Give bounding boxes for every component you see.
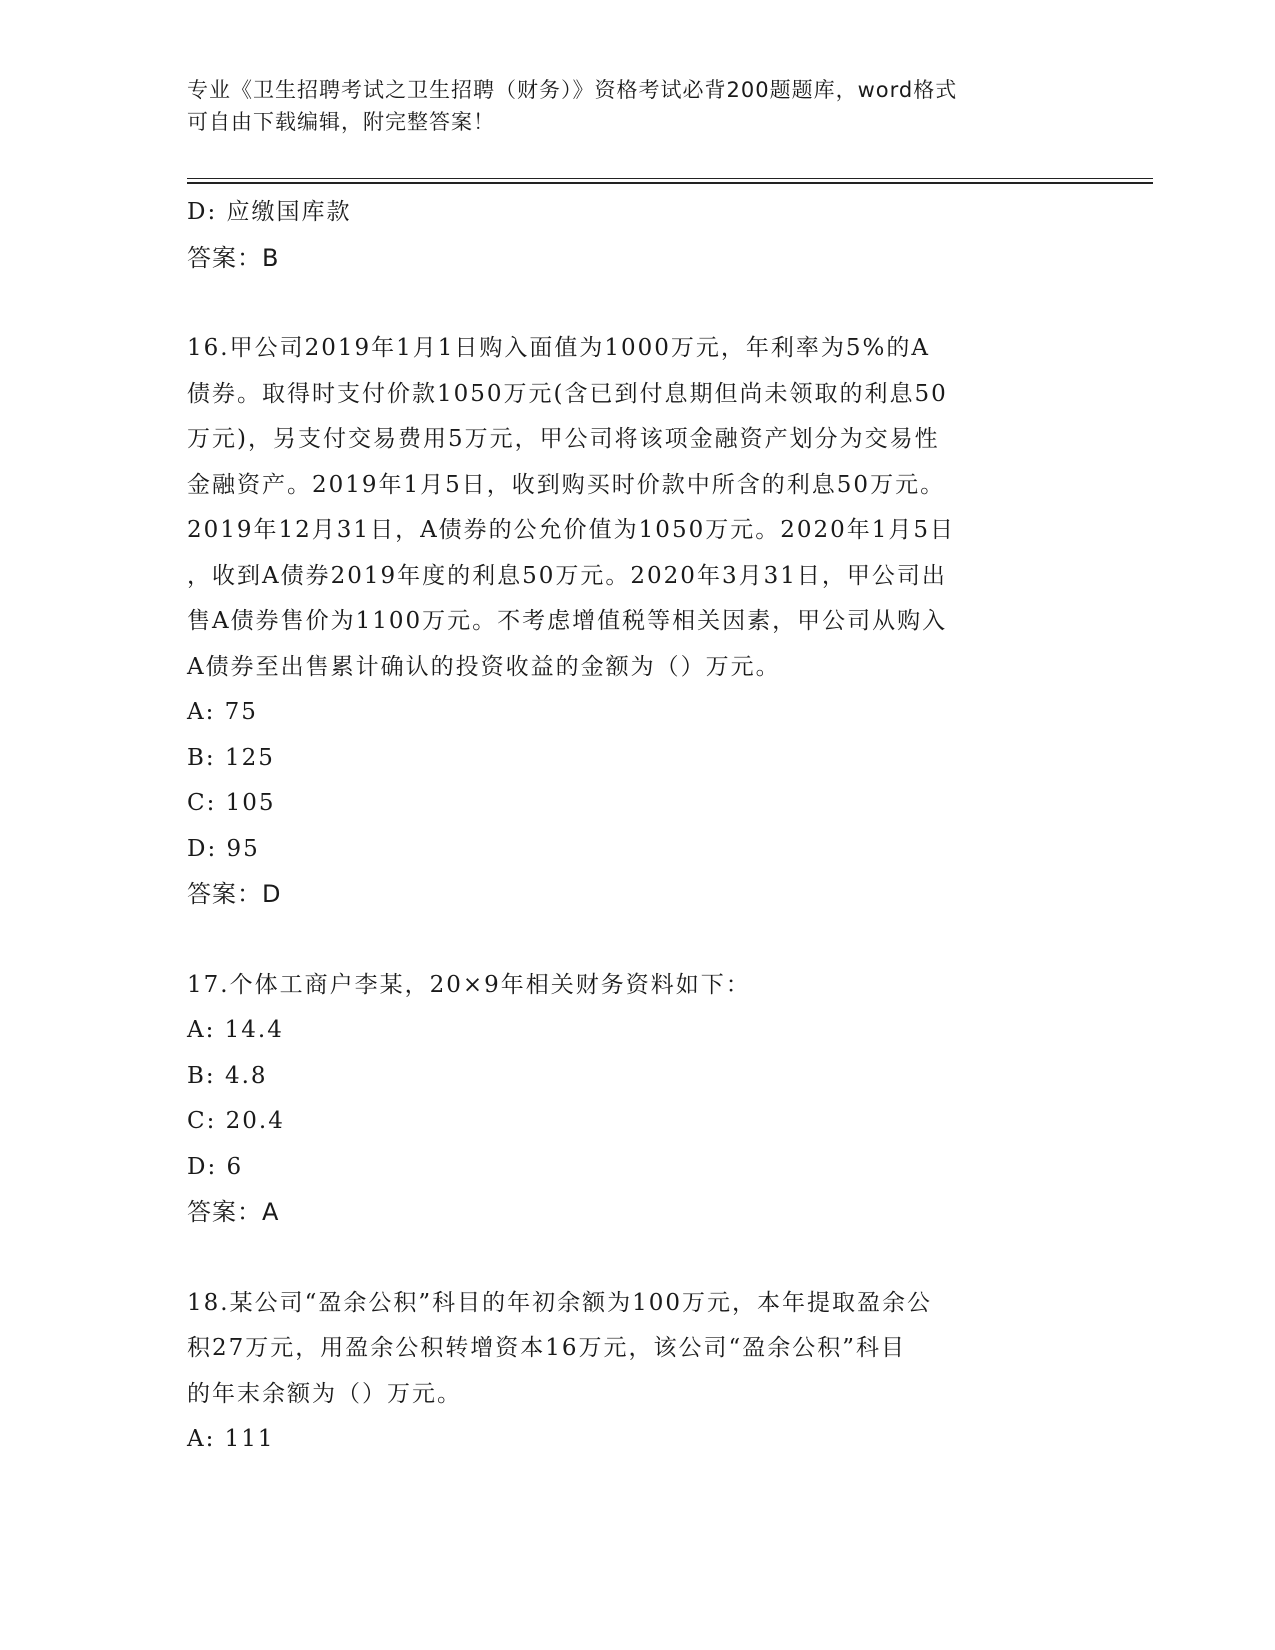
answer: 答案：D [187, 880, 282, 908]
question-text-line: 17.个体工商户李某，20×9年相关财务资料如下： [187, 971, 751, 998]
answer: 答案：A [187, 1198, 280, 1226]
question-18 [187, 1281, 1087, 1463]
option-d: D: 6 [187, 1153, 244, 1180]
option-b: B: 125 [187, 744, 275, 771]
question-text-line: A债券至出售累计确认的投资收益的金额为（）万元。 [187, 653, 781, 680]
option-b: B: 4.8 [187, 1062, 268, 1089]
option-a: A: 111 [187, 1426, 275, 1452]
header-line-1: 专业《卫生招聘考试之卫生招聘（财务）》资格考试必背200题题库，word格式 [187, 78, 958, 102]
spacer [187, 281, 1087, 326]
question-text-line: 金融资产。2019年1月5日，收到购买时价款中所含的利息50万元。 [187, 471, 946, 498]
question-text-line: 的年末余额为（）万元。 [187, 1380, 462, 1407]
document-header [187, 74, 1077, 138]
header-rule-thin [187, 178, 1153, 179]
question-text-line: 万元)，另支付交易费用5万元，甲公司将该项金融资产划分为交易性 [187, 426, 940, 452]
question-17 [187, 963, 1087, 1236]
prev-answer: 答案：B [187, 243, 280, 272]
option-d: D: 95 [187, 835, 260, 862]
question-text-line: 售A债券售价为1100万元。不考虑增值税等相关因素，甲公司从购入 [187, 608, 948, 634]
question-text-line: 16.甲公司2019年1月1日购入面值为1000万元，年利率为5%的A [187, 335, 931, 361]
header-rule-thick [187, 182, 1153, 184]
question-text-line: 债券。取得时支付价款1050万元(含已到付息期但尚未领取的利息50 [187, 380, 948, 407]
question-text-line: 2019年12月31日，A债券的公允价值为1050万元。2020年1月5日 [187, 517, 956, 543]
spacer [187, 1236, 1087, 1281]
header-line-2: 可自由下载编辑，附完整答案！ [187, 110, 495, 134]
question-text-line: 积27万元，用盈余公积转增资本16万元，该公司“盈余公积”科目 [187, 1335, 907, 1361]
option-a: A: 14.4 [187, 1017, 284, 1043]
question-16 [187, 326, 1087, 918]
document-body [187, 190, 1087, 1463]
option-c: C: 105 [187, 790, 276, 816]
question-text-line: ，收到A债券2019年度的利息50万元。2020年3月31日，甲公司出 [187, 562, 947, 589]
spacer [187, 918, 1087, 963]
option-a: A: 75 [187, 699, 258, 725]
prev-option-d: D: 应缴国库款 [187, 199, 352, 225]
option-c: C: 20.4 [187, 1108, 285, 1134]
question-text-line: 18.某公司“盈余公积”科目的年初余额为100万元，本年提取盈余公 [187, 1289, 932, 1316]
